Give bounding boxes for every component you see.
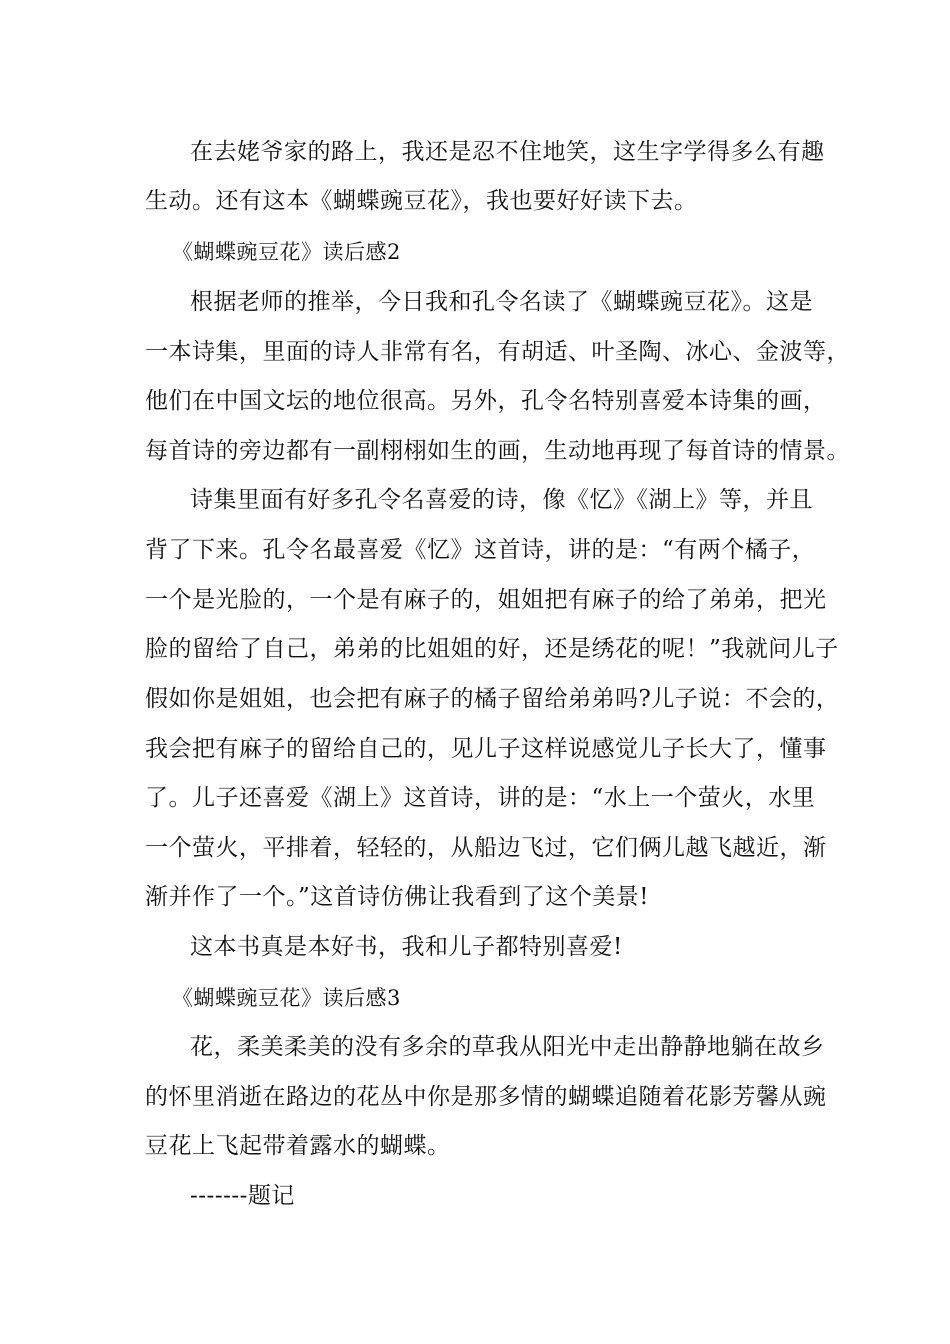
paragraph-line: 假如你是姐姐，也会把有麻子的橘子留给弟弟吗?儿子说：不会的， <box>145 686 840 712</box>
paragraph-line: 脸的留给了自己，弟弟的比姐姐的好，还是绣花的呢！”我就问儿子 <box>145 636 839 662</box>
paragraph-line: 根据老师的推举，今日我和孔令名读了《蝴蝶豌豆花》。这是 <box>190 289 813 315</box>
epigraph-signature: -------题记 <box>190 1183 295 1209</box>
paragraph-line: 豆花上飞起带着露水的蝴蝶。 <box>145 1133 451 1159</box>
paragraph-line: 生动。还有这本《蝴蝶豌豆花》，我也要好好读下去。 <box>145 188 698 214</box>
paragraph-line: 每首诗的旁边都有一副栩栩如生的画，生动地再现了每首诗的情景。 <box>145 438 850 464</box>
section-title: 《蝴蝶豌豆花》读后感3 <box>172 986 401 1010</box>
paragraph-line: 一个萤火，平排着，轻轻的，从船边飞过，它们俩儿越飞越近，渐 <box>145 835 827 861</box>
paragraph-line: 背了下来。孔令名最喜爱《忆》这首诗，讲的是：“有两个橘子， <box>145 537 816 563</box>
paragraph-line: 一本诗集，里面的诗人非常有名，有胡适、叶圣陶、冰心、金波等， <box>145 339 850 365</box>
paragraph-line: 的怀里消逝在路边的花丛中你是那多情的蝴蝶追随着花影芳馨从豌 <box>145 1084 827 1110</box>
paragraph-line: 在去姥爷家的路上，我还是忍不住地笑，这生字学得多么有趣 <box>190 139 825 165</box>
paragraph-line: 一个是光脸的，一个是有麻子的，姐姐把有麻子的给了弟弟，把光 <box>145 587 827 613</box>
paragraph-line: 渐并作了一个。”这首诗仿佛让我看到了这个美景! <box>145 884 650 910</box>
paragraph-line: 花，柔美柔美的没有多余的草我从阳光中走出静静地躺在故乡 <box>190 1034 825 1060</box>
paragraph-line: 了。儿子还喜爱《湖上》这首诗，讲的是：“水上一个萤火，水里 <box>145 785 816 811</box>
paragraph-line: 我会把有麻子的留给自己的，见儿子这样说感觉儿子长大了，懂事 <box>145 736 827 762</box>
paragraph-line: 诗集里面有好多孔令名喜爱的诗，像《忆》《湖上》等，并且 <box>190 487 813 513</box>
section-title: 《蝴蝶豌豆花》读后感2 <box>172 240 401 264</box>
paragraph-line: 他们在中国文坛的地位很高。另外，孔令名特别喜爱本诗集的画， <box>145 388 827 414</box>
paragraph-line: 这本书真是本好书，我和儿子都特别喜爱! <box>190 934 623 960</box>
